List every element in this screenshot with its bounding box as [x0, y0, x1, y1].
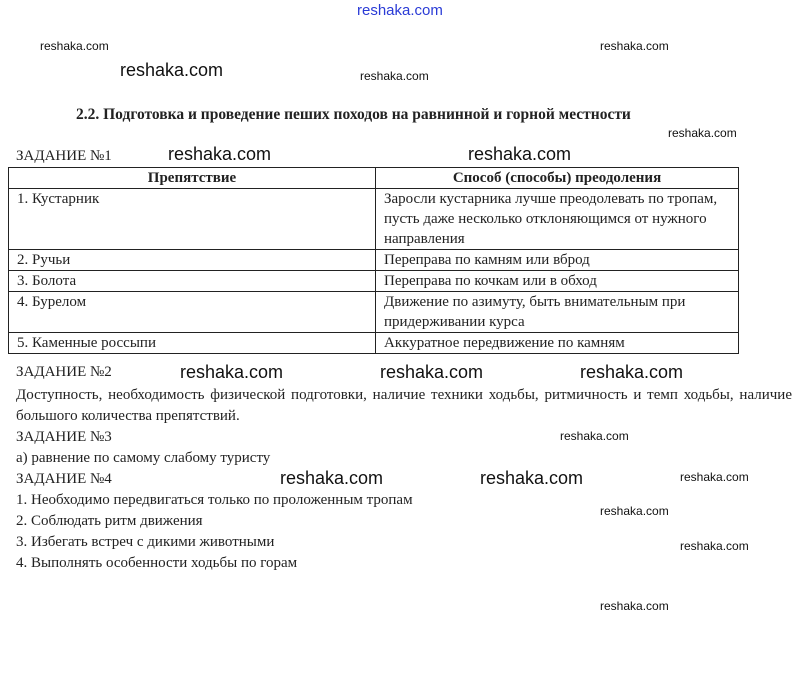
watermark: reshaka.com — [580, 362, 684, 382]
table-row — [9, 333, 739, 354]
obstacle-cell: 4. Бурелом — [9, 292, 376, 333]
task4-item: 3. Избегать встреч с дикими животными — [16, 534, 275, 550]
table-row — [9, 189, 739, 250]
task4-label: ЗАДАНИЕ №4 — [16, 471, 112, 487]
watermark: reshaka.com — [600, 39, 669, 53]
watermark: reshaka.com — [600, 504, 669, 518]
watermark: reshaka.com — [680, 470, 749, 484]
method-cell: Аккуратное передвижение по камням — [376, 333, 739, 354]
method-cell: Переправа по кочкам или в обход — [376, 271, 739, 292]
watermark: reshaka.com — [480, 468, 584, 488]
header-obstacle: Препятствие — [9, 168, 376, 189]
method-cell: Движение по азимуту, быть внимательным при придерживании курса — [376, 292, 739, 333]
obstacle-cell: 2. Ручьи — [9, 250, 376, 271]
obstacle-cell: 5. Каменные россыпи — [9, 333, 376, 354]
table-header-row — [9, 168, 739, 189]
watermark: reshaka.com — [680, 539, 749, 553]
task4-item: 1. Необходимо передвигаться только по проложенным тропам — [16, 492, 413, 508]
watermark: reshaka.com — [380, 362, 484, 382]
task1-label: ЗАДАНИЕ №1 — [16, 148, 112, 164]
obstacle-cell: 1. Кустарник — [9, 189, 376, 250]
method-cell: Переправа по камням или вброд — [376, 250, 739, 271]
table-row — [9, 250, 739, 271]
section-title: 2.2. Подготовка и проведение пеших походов на равнинной и горной местности — [76, 106, 631, 123]
watermark: reshaka.com — [180, 362, 284, 382]
task3-label: ЗАДАНИЕ №3 — [16, 429, 112, 445]
watermark-top: reshaka.com — [357, 2, 443, 19]
table-row — [9, 292, 739, 333]
task2-label: ЗАДАНИЕ №2 — [16, 364, 112, 380]
watermark: reshaka.com — [280, 468, 384, 488]
task4-item: 2. Соблюдать ритм движения — [16, 513, 203, 529]
obstacle-cell: 3. Болота — [9, 271, 376, 292]
table-row — [9, 271, 739, 292]
header-method: Способ (способы) преодоления — [376, 168, 739, 189]
watermark: reshaka.com — [668, 126, 737, 140]
watermark: reshaka.com — [120, 60, 224, 80]
task4-item: 4. Выполнять особенности ходьбы по горам — [16, 555, 298, 571]
watermark: reshaka.com — [560, 429, 629, 443]
task3-answer: а) равнение по самому слабому туристу — [16, 450, 271, 466]
method-cell: Заросли кустарника лучше преодолевать по тропам, пусть даже несколько отклоняющимся от нужного направления — [376, 189, 739, 250]
obstacles-table — [8, 167, 739, 354]
task2-text: Доступность, необходимость физической подготовки, наличие техники ходьбы, ритмичность и темп ходьбы, наличие большого количества препятствий. — [16, 387, 792, 424]
watermark: reshaka.com — [600, 599, 669, 613]
watermark: reshaka.com — [40, 39, 109, 53]
watermark: reshaka.com — [360, 69, 429, 83]
watermark: reshaka.com — [468, 144, 572, 164]
watermark: reshaka.com — [168, 144, 272, 164]
